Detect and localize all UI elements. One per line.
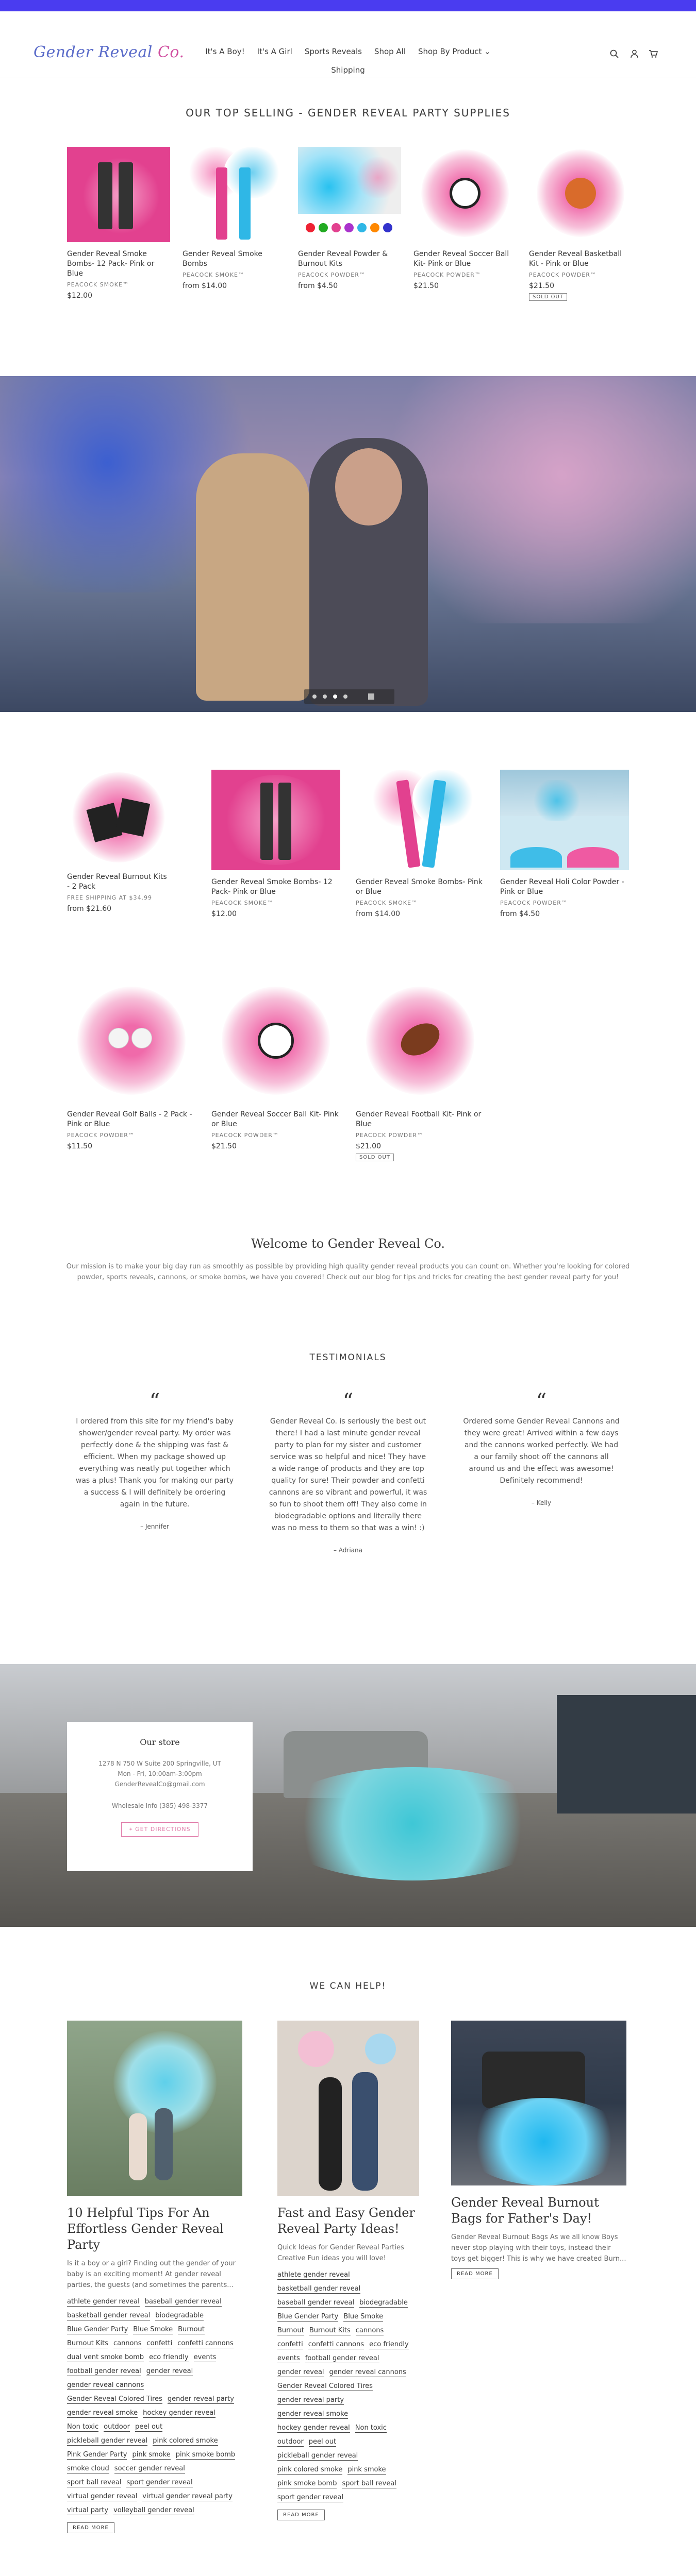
product-price: $21.00 — [356, 1142, 381, 1150]
nav-shipping[interactable]: Shipping — [331, 65, 365, 75]
blog-post-tags — [67, 2296, 242, 2518]
blog-tag[interactable]: football gender reveal — [305, 2354, 379, 2362]
product-title[interactable]: Gender Reveal Soccer Ball Kit- Pink or Blue — [413, 250, 509, 268]
product-title[interactable]: Gender Reveal Golf Balls - 2 Pack - Pink or Blue — [67, 1110, 192, 1128]
blog-tag[interactable]: cannons — [113, 2340, 142, 2347]
pause-icon[interactable] — [368, 693, 374, 700]
quote-icon: “ — [149, 1389, 160, 1413]
product-price: $21.50 — [529, 282, 554, 290]
testimonial — [461, 1391, 621, 1509]
product-title[interactable]: Gender Reveal Powder & Burnout Kits — [298, 250, 388, 268]
blog-tag[interactable]: cannons — [355, 2327, 384, 2334]
blog-tag[interactable]: virtual gender reveal — [67, 2493, 138, 2500]
product-title[interactable]: Gender Reveal Holi Color Powder - Pink or Blue — [500, 878, 624, 896]
main-nav — [196, 42, 500, 79]
top-selling-title: OUR TOP SELLING - GENDER REVEAL PARTY SUPPLIES — [186, 107, 510, 119]
blog-tag[interactable]: pink colored smoke — [277, 2466, 343, 2473]
store-details — [67, 1758, 253, 1811]
blog-tag[interactable]: gender reveal — [277, 2368, 324, 2376]
testimonial-author: – Kelly — [531, 1499, 552, 1506]
blog-tag[interactable]: outdoor — [104, 2423, 130, 2431]
blog-tag[interactable]: volleyball gender reveal — [113, 2506, 194, 2514]
blog-tag[interactable]: pickleball gender reveal — [277, 2452, 358, 2460]
blog-tag[interactable]: basketball gender reveal — [67, 2312, 151, 2319]
read-more-button[interactable]: READ MORE — [67, 2522, 114, 2533]
logo-text: Gender Reveal — [34, 43, 153, 61]
quote-icon: “ — [342, 1389, 354, 1413]
blog-tag[interactable]: sport ball reveal — [342, 2480, 396, 2487]
product-title[interactable]: Gender Reveal Smoke Bombs- 12 Pack- Pink or Blue — [67, 250, 155, 278]
site-logo[interactable] — [34, 43, 184, 61]
blog-tag[interactable]: Gender Reveal Colored Tires — [277, 2382, 373, 2390]
blog-tag[interactable]: Pink Gender Party — [67, 2451, 127, 2459]
blog-post-title[interactable]: 10 Helpful Tips For An Effortless Gender Reveal Party — [67, 2206, 224, 2252]
blog-tag[interactable]: gender reveal party — [167, 2395, 234, 2403]
product-image[interactable] — [183, 147, 286, 242]
slide-dot-active[interactable] — [333, 694, 337, 699]
read-more-button[interactable]: READ MORE — [451, 2268, 499, 2279]
testimonials-title: TESTIMONIALS — [309, 1352, 387, 1363]
blog-tag[interactable]: pink smoke bomb — [277, 2480, 337, 2487]
blog-tag[interactable]: hockey gender reveal — [277, 2424, 350, 2432]
product-title[interactable]: Gender Reveal Basketball Kit - Pink or Blue — [529, 250, 622, 268]
product-card[interactable] — [356, 979, 485, 1161]
nav-shop-all[interactable]: Shop All — [374, 47, 406, 56]
product-title[interactable]: Gender Reveal Smoke Bombs — [183, 250, 262, 268]
blog-post-image[interactable] — [451, 2021, 626, 2185]
product-title[interactable]: Gender Reveal Smoke Bombs- 12 Pack- Pink or Blue — [211, 878, 333, 896]
product-card[interactable] — [356, 770, 485, 918]
blog-tag[interactable]: virtual gender reveal party — [142, 2493, 233, 2500]
blog-tag[interactable]: baseball gender reveal — [144, 2298, 222, 2306]
product-vendor: PEACOCK SMOKE™ — [183, 272, 244, 278]
blog-tag[interactable]: Blue Smoke — [133, 2326, 173, 2333]
blog-post-tags — [277, 2269, 419, 2505]
product-card[interactable] — [67, 979, 196, 1150]
blog-tag[interactable]: smoke cloud — [67, 2465, 109, 2472]
blog-tag[interactable]: soccer gender reveal — [114, 2465, 185, 2472]
quote-icon: “ — [536, 1389, 547, 1413]
blog-tag[interactable]: eco friendly — [149, 2353, 189, 2361]
blog-post-title[interactable]: Gender Reveal Burnout Bags for Father's Day! — [451, 2195, 599, 2226]
blog-tag[interactable]: Blue Gender Party — [67, 2326, 128, 2333]
blog-tag[interactable]: events — [277, 2354, 300, 2362]
store-hours: Mon - Fri, 10:00am-3:00pm — [118, 1770, 202, 1777]
site-header — [0, 11, 696, 77]
user-icon[interactable] — [630, 49, 639, 61]
blog-tag[interactable]: gender reveal smoke — [67, 2409, 138, 2417]
welcome-title: Welcome to Gender Reveal Co. — [251, 1236, 445, 1251]
welcome-text: Our mission is to make your big day run as smoothly as possible by providing high quality gender reveal products you can count on. Whether you're looking for colored powder, sports reveals, cannons, or smoke bombs, we have you covered! Check out our blog for tips and tricks for creating the best gender reveal party for you! — [66, 1263, 630, 1281]
nav-shop-by-product[interactable]: Shop By Product ⌄ — [418, 47, 491, 56]
product-price: $11.50 — [67, 1142, 92, 1150]
hero-slideshow[interactable] — [0, 376, 696, 712]
blog-tag[interactable]: hockey gender reveal — [143, 2409, 216, 2417]
product-image[interactable] — [356, 770, 485, 870]
sold-out-badge: SOLD OUT — [529, 293, 567, 301]
blog-post — [451, 2021, 626, 2279]
slide-dot[interactable] — [343, 694, 347, 699]
search-icon[interactable] — [610, 49, 619, 61]
product-vendor: PEACOCK POWDER™ — [413, 272, 481, 278]
testimonial — [75, 1391, 235, 1533]
blog-tag[interactable]: football gender reveal — [67, 2367, 141, 2375]
product-image[interactable] — [413, 147, 517, 242]
blog-tag[interactable]: Burnout Kits — [309, 2327, 351, 2334]
pin-icon: ⌖ — [129, 1826, 136, 1833]
get-directions-label: GET DIRECTIONS — [135, 1826, 191, 1833]
blog-tag[interactable]: basketball gender reveal — [277, 2285, 361, 2293]
product-image[interactable] — [356, 979, 485, 1103]
blog-tag[interactable]: eco friendly — [369, 2341, 409, 2348]
product-title[interactable]: Gender Reveal Smoke Bombs- Pink or Blue — [356, 878, 483, 896]
read-more-button[interactable]: READ MORE — [277, 2510, 325, 2520]
blog-tag[interactable]: dual vent smoke bomb — [67, 2353, 144, 2361]
product-vendor: PEACOCK POWDER™ — [529, 272, 596, 278]
blog-post-image[interactable] — [67, 2021, 242, 2196]
blog-tag[interactable]: gender reveal cannons — [67, 2381, 144, 2389]
testimonial-quote: I ordered from this site for my friend's baby shower/gender reveal party. My order was perfectly done & the shipping was fast & efficient. When my package showed up everything was neatly put together which was a plus! Thank you for making our party a success & I will definitely be ordering again in the future. — [75, 1417, 234, 1509]
product-price: $21.50 — [413, 282, 439, 290]
blog-tag[interactable]: confetti cannons — [177, 2340, 234, 2347]
blog-tag[interactable]: athlete gender reveal — [277, 2271, 350, 2279]
blog-section-title: WE CAN HELP! — [309, 1981, 387, 1991]
blog-tag[interactable]: pink smoke — [132, 2451, 171, 2459]
product-vendor: PEACOCK POWDER™ — [67, 1132, 135, 1139]
blog-tag[interactable]: confetti cannons — [308, 2341, 364, 2348]
slide-dot[interactable] — [312, 694, 317, 699]
blog-tag[interactable]: confetti — [146, 2340, 173, 2347]
blog-tag[interactable]: Non toxic — [355, 2424, 387, 2432]
blog-tag[interactable]: virtual party — [67, 2506, 109, 2514]
store-title: Our store — [140, 1737, 180, 1747]
nav-its-a-girl[interactable]: It's A Girl — [257, 47, 292, 56]
blog-tag[interactable]: outdoor — [277, 2438, 304, 2446]
product-card[interactable] — [67, 147, 170, 300]
announcement-bar — [0, 0, 696, 11]
product-image[interactable] — [500, 770, 629, 870]
product-vendor: PEACOCK POWDER™ — [500, 900, 568, 906]
product-title[interactable]: Gender Reveal Burnout Kits - 2 Pack — [67, 873, 167, 891]
product-image[interactable] — [67, 770, 170, 865]
blog-tag[interactable]: Burnout — [277, 2327, 304, 2334]
blog-tag[interactable]: gender reveal party — [277, 2396, 344, 2404]
blog-tag[interactable]: biodegradable — [359, 2299, 408, 2307]
product-vendor: PEACOCK POWDER™ — [211, 1132, 279, 1139]
product-image[interactable] — [67, 979, 196, 1103]
blog-tag[interactable]: confetti — [277, 2341, 303, 2348]
product-vendor: PEACOCK SMOKE™ — [211, 900, 273, 906]
get-directions-button[interactable] — [121, 1822, 198, 1837]
testimonial-author: – Jennifer — [140, 1523, 169, 1530]
welcome-section — [64, 1236, 632, 1283]
blog-tag[interactable]: peel out — [308, 2438, 337, 2446]
blog-post — [67, 2021, 242, 2533]
blog-tag[interactable]: Blue Smoke — [343, 2313, 384, 2320]
product-price: $12.00 — [211, 910, 237, 918]
store-wholesale: Wholesale Info (385) 498-3377 — [111, 1802, 208, 1809]
product-price: $12.00 — [67, 292, 92, 300]
product-price: from $14.00 — [183, 282, 227, 290]
testimonial-quote: Ordered some Gender Reveal Cannons and they were great! Arrived within a few days and the cannons worked perfectly. We had a our family shoot off the cannons all around us and the effect was awesome! Definitely recommend! — [463, 1417, 620, 1485]
nav-sports-reveals[interactable]: Sports Reveals — [304, 47, 362, 56]
testimonial — [268, 1391, 428, 1556]
product-vendor: PEACOCK SMOKE™ — [67, 281, 129, 288]
blog-tag[interactable]: Non toxic — [67, 2423, 99, 2431]
blog-tag[interactable]: pink colored smoke — [153, 2437, 218, 2445]
product-card[interactable] — [413, 147, 517, 290]
product-image[interactable] — [298, 147, 401, 242]
blog-tag[interactable]: athlete gender reveal — [67, 2298, 140, 2306]
product-title[interactable]: Gender Reveal Soccer Ball Kit- Pink or Blue — [211, 1110, 339, 1128]
blog-tag[interactable]: Burnout Kits — [67, 2340, 108, 2347]
blog-tag[interactable]: gender reveal — [146, 2367, 193, 2375]
slide-dot[interactable] — [323, 694, 327, 699]
product-vendor: FREE SHIPPING AT $34.99 — [67, 894, 153, 901]
blog-tag[interactable]: sport gender reveal — [126, 2479, 193, 2486]
product-price: from $4.50 — [500, 910, 540, 918]
nav-its-a-boy[interactable]: It's A Boy! — [205, 47, 245, 56]
blog-post-excerpt: Quick Ideas for Gender Reveal Parties Creative Fun ideas you will love! — [277, 2244, 404, 2262]
product-price: from $4.50 — [298, 282, 338, 290]
product-card[interactable] — [529, 147, 632, 301]
slideshow-controls[interactable] — [304, 689, 394, 704]
product-image[interactable] — [529, 147, 632, 242]
product-card[interactable] — [500, 770, 629, 918]
product-card[interactable] — [67, 770, 170, 913]
blog-tag[interactable]: pink smoke — [347, 2466, 386, 2473]
blog-post-image[interactable] — [277, 2021, 419, 2196]
blog-tag[interactable]: Burnout — [178, 2326, 205, 2333]
product-vendor: PEACOCK SMOKE™ — [356, 900, 418, 906]
blog-tag[interactable]: baseball gender reveal — [277, 2299, 355, 2307]
product-card[interactable] — [211, 979, 340, 1150]
blog-post-excerpt: Gender Reveal Burnout Bags As we all know Boys never stop playing with their toys, instead their toys get bigger! This is why we have created Burn... — [451, 2233, 626, 2263]
blog-tag[interactable]: peel out — [135, 2423, 163, 2431]
product-image[interactable] — [211, 770, 340, 870]
blog-tag[interactable]: sport ball reveal — [67, 2479, 122, 2486]
blog-tag[interactable]: gender reveal smoke — [277, 2410, 349, 2418]
blog-tag[interactable]: events — [193, 2353, 217, 2361]
product-price: from $21.60 — [67, 905, 112, 913]
product-price: from $14.00 — [356, 910, 401, 918]
blog-post-excerpt: Is it a boy or a girl? Finding out the gender of your baby is an exciting moment! At gender reveal parties, the guests (and sometimes the parents... — [67, 2260, 236, 2289]
product-vendor: PEACOCK POWDER™ — [356, 1132, 423, 1139]
product-image[interactable] — [67, 147, 170, 242]
store-email[interactable]: GenderRevealCo@gmail.com — [114, 1781, 205, 1788]
blog-tag[interactable]: pink smoke bomb — [175, 2451, 236, 2459]
product-card[interactable] — [211, 770, 340, 918]
product-card[interactable] — [183, 147, 286, 290]
logo-accent: Co. — [157, 43, 185, 61]
blog-tag[interactable]: biodegradable — [155, 2312, 204, 2319]
store-info-card — [67, 1722, 253, 1871]
blog-tag[interactable]: gender reveal cannons — [329, 2368, 406, 2376]
product-title[interactable]: Gender Reveal Football Kit- Pink or Blue — [356, 1110, 482, 1128]
product-card[interactable] — [298, 147, 401, 290]
blog-tag[interactable]: sport gender reveal — [277, 2494, 344, 2501]
blog-tag[interactable]: Blue Gender Party — [277, 2313, 339, 2320]
product-image[interactable] — [211, 979, 340, 1103]
sold-out-badge: SOLD OUT — [356, 1154, 394, 1161]
testimonial-author: – Adriana — [333, 1547, 362, 1554]
cart-icon[interactable] — [649, 49, 658, 61]
blog-tag[interactable]: pickleball gender reveal — [67, 2437, 148, 2445]
blog-post-title[interactable]: Fast and Easy Gender Reveal Party Ideas! — [277, 2206, 415, 2236]
product-price: $21.50 — [211, 1142, 237, 1150]
testimonial-quote: Gender Reveal Co. is seriously the best out there! I had a last minute gender reveal party to plan for my sister and customer service was so helpful and nice! They have a wide range of products and they are top quality for sure! Their powder and confetti cannons are so vibrant and powerful, it was so fun to shoot them off! They also come in biodegradable options and literally there was no mess to them so that was a win! :) — [269, 1417, 427, 1532]
blog-tag[interactable]: Gender Reveal Colored Tires — [67, 2395, 162, 2403]
store-address: 1278 N 750 W Suite 200 Springville, UT — [98, 1760, 221, 1767]
product-vendor: PEACOCK POWDER™ — [298, 272, 366, 278]
blog-post — [277, 2021, 419, 2520]
